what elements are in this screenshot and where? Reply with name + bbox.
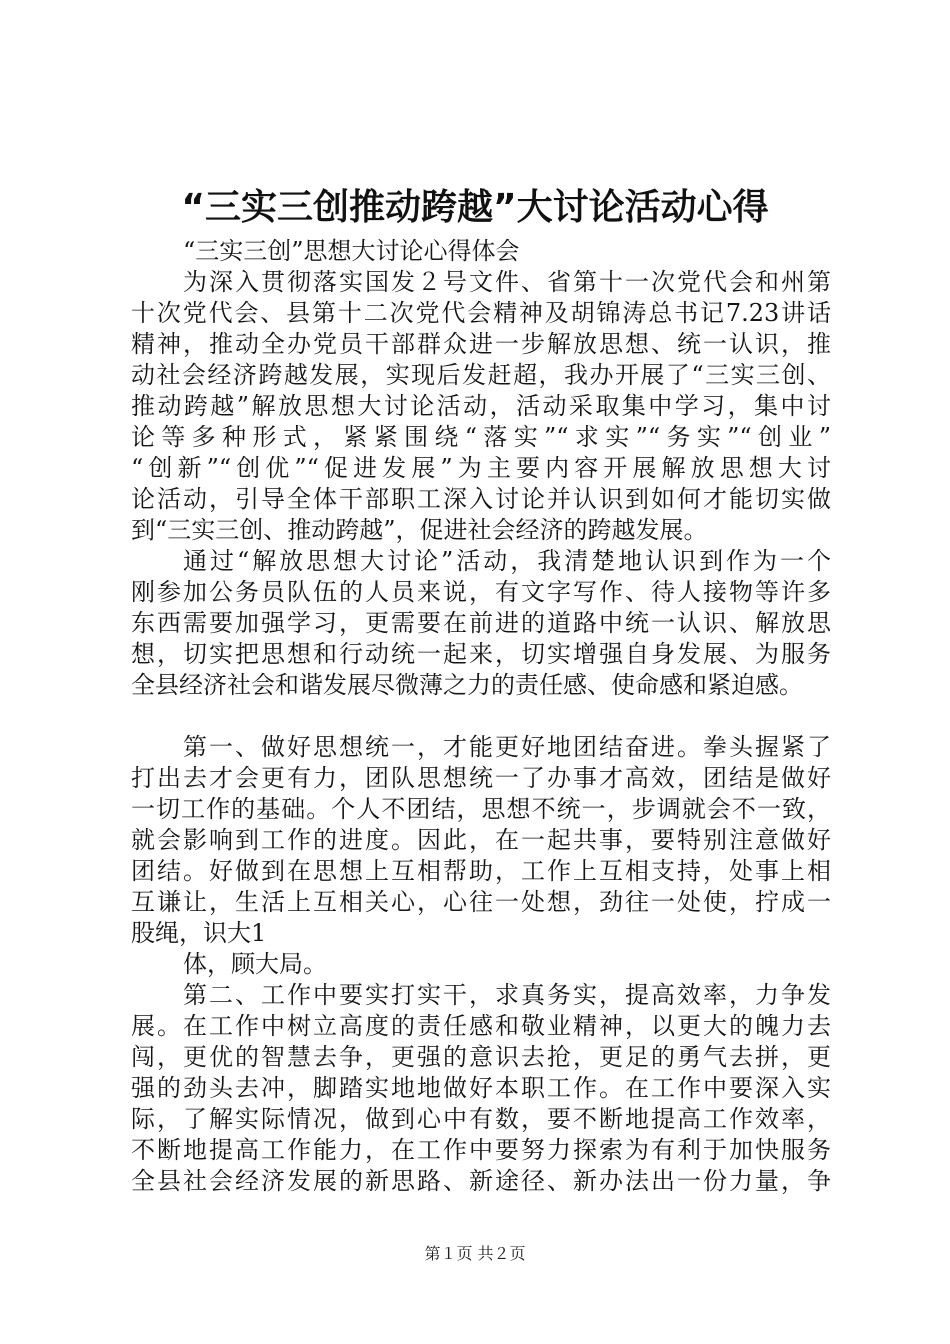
body-line: “创新”“创优”“促进发展”为主要内容开展解放思想大讨 bbox=[131, 454, 831, 482]
body-line: 股绳，识大1 bbox=[131, 919, 267, 947]
body-line: 到“三实三创、推动跨越”，促进社会经济的跨越发展。 bbox=[131, 516, 708, 544]
body-line: 动社会经济跨越发展，实现后发赶超，我办开展了“三实三创、 bbox=[131, 361, 831, 389]
body-line: 推动跨越”解放思想大讨论活动，活动采取集中学习，集中讨 bbox=[131, 392, 831, 420]
body-line: “三实三创”思想大讨论心得体会 bbox=[183, 237, 520, 265]
body-line: 就会影响到工作的进度。因此，在一起共事，要特别注意做好 bbox=[131, 826, 831, 854]
body-line: 团结。好做到在思想上互相帮助，工作上互相支持，处事上相 bbox=[131, 857, 831, 885]
body-line: 为深入贯彻落实国发２号文件、省第十一次党代会和州第 bbox=[183, 268, 831, 296]
blank-line bbox=[131, 701, 831, 732]
body-line: 闯，更优的智慧去争，更强的意识去抢，更足的勇气去拼，更 bbox=[131, 1043, 831, 1071]
body-line: 打出去才会更有力，团队思想统一了办事才高效，团结是做好 bbox=[131, 764, 831, 792]
body-line: 精神，推动全办党员干部群众进一步解放思想、统一认识，推 bbox=[131, 330, 831, 358]
body-line: 刚参加公务员队伍的人员来说，有文字写作、待人接物等许多 bbox=[131, 578, 831, 606]
body-line: 全县经济社会和谐发展尽微薄之力的责任感、使命感和紧迫感。 bbox=[131, 671, 803, 699]
body-line: 第二、工作中要实打实干，求真务实，提高效率，力争发 bbox=[183, 981, 831, 1009]
body-line: 论等多种形式，紧紧围绕“落实”“求实”“务实”“创业” bbox=[131, 423, 831, 451]
body-line: 强的劲头去冲，脚踏实地地做好本职工作。在工作中要深入实 bbox=[131, 1074, 831, 1102]
page-footer: 第１页 共２页 bbox=[424, 1244, 526, 1263]
body-line: 东西需要加强学习，更需要在前进的道路中统一认识、解放思 bbox=[131, 609, 831, 637]
document-body bbox=[131, 236, 831, 1197]
body-line: 想，切实把思想和行动统一起来，切实增强自身发展、为服务 bbox=[131, 640, 831, 668]
body-line: 论活动，引导全体干部职工深入讨论并认识到如何才能切实做 bbox=[131, 485, 831, 513]
body-line: 展。在工作中树立高度的责任感和敬业精神，以更大的魄力去 bbox=[131, 1012, 831, 1040]
body-line: 际，了解实际情况，做到心中有数，要不断地提高工作效率， bbox=[131, 1105, 831, 1133]
body-line: 不断地提高工作能力，在工作中要努力探索为有利于加快服务 bbox=[131, 1136, 831, 1164]
document-title: “三实三创推动跨越”大讨论活动心得 bbox=[181, 187, 769, 228]
body-line: 第一、做好思想统一，才能更好地团结奋进。拳头握紧了 bbox=[183, 733, 831, 761]
body-line: 十次党代会、县第十二次党代会精神及胡锦涛总书记7.23讲话 bbox=[131, 299, 831, 327]
body-line: 通过“解放思想大讨论”活动，我清楚地认识到作为一个 bbox=[183, 547, 831, 575]
body-line: 互谦让，生活上互相关心，心往一处想，劲往一处使，拧成一 bbox=[131, 888, 831, 916]
body-line: 全县社会经济发展的新思路、新途径、新办法出一份力量，争 bbox=[131, 1167, 831, 1195]
body-line: 一切工作的基础。个人不团结，思想不统一，步调就会不一致， bbox=[131, 795, 831, 823]
body-line: 体，顾大局。 bbox=[183, 950, 327, 978]
